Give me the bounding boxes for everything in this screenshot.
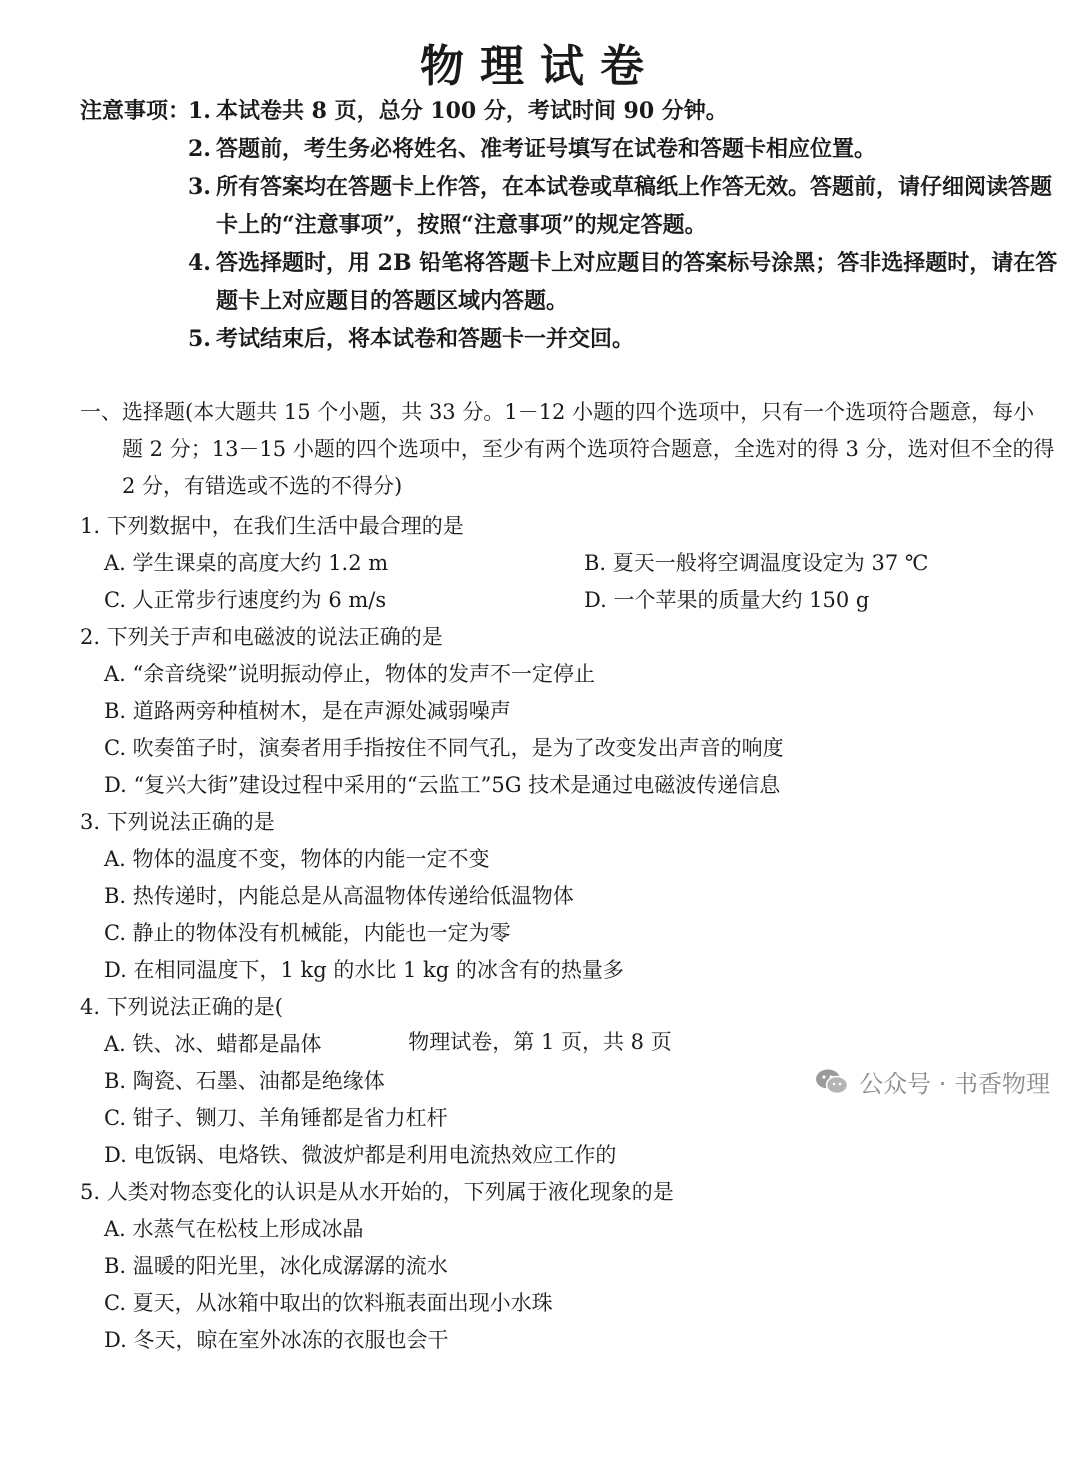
question-1 <box>80 508 1055 619</box>
option-b: B. 道路两旁种植树木，是在声源处减弱噪声 <box>104 699 511 723</box>
notice-num: 5. <box>188 326 211 352</box>
question-stem: 3. 下列说法正确的是 <box>80 810 275 834</box>
option-a: A. 学生课桌的高度大约 1.2 m <box>104 551 389 575</box>
watermark-text: 公众号 · 书香物理 <box>859 1070 1050 1098</box>
page-footer: 物理试卷，第 1 页，共 8 页 <box>408 1030 672 1054</box>
question-list <box>80 508 1055 1359</box>
question-stem: 4. 下列说法正确的是( <box>80 995 283 1019</box>
section-head <box>80 394 1055 505</box>
option-b: B. 陶瓷、石墨、油都是绝缘体 <box>104 1069 385 1093</box>
option-grid <box>80 545 1055 619</box>
question-2 <box>80 619 1055 804</box>
notice-list <box>188 92 1060 358</box>
notice-num: 4. <box>188 250 211 276</box>
notice-num: 1. <box>188 98 211 124</box>
option-a: A. 物体的温度不变，物体的内能一定不变 <box>104 847 490 871</box>
notice-item <box>188 130 1060 168</box>
question-stem: 1. 下列数据中，在我们生活中最合理的是 <box>80 514 464 538</box>
notice-item <box>188 168 1060 244</box>
notice-num: 3. <box>188 174 211 200</box>
notice-block <box>80 92 1060 358</box>
option-b: B. 温暖的阳光里，冰化成潺潺的流水 <box>104 1254 448 1278</box>
option-c: C. 人正常步行速度约为 6 m/s <box>104 588 387 612</box>
option-b: B. 夏天一般将空调温度设定为 37 ℃ <box>584 551 929 575</box>
option-d: D. “复兴大街”建设过程中采用的“云监工”5G 技术是通过电磁波传递信息 <box>104 773 781 797</box>
notice-text: 答题前，考生务必将姓名、准考证号填写在试卷和答题卡相应位置。 <box>216 136 877 162</box>
option-d: D. 电饭锅、电烙铁、微波炉都是利用电流热效应工作的 <box>104 1143 617 1167</box>
section-instructions: 选择题(本大题共 15 个小题，共 33 分。1－12 小题的四个选项中，只有一个选项符合题意，每小题 2 分；13－15 小题的四个选项中，至少有两个选项符合题意，全选对的得 3 分，选对但不全的得 2 分，有错选或不选的不得分) <box>122 400 1055 498</box>
option-c: C. 钳子、铡刀、羊角锤都是省力杠杆 <box>104 1106 448 1130</box>
question-3 <box>80 804 1055 989</box>
option-a: A. 铁、冰、蜡都是晶体 <box>104 1032 322 1056</box>
section-header <box>80 394 1055 505</box>
watermark <box>815 1064 1050 1099</box>
option-b: B. 热传递时，内能总是从高温物体传递给低温物体 <box>104 884 574 908</box>
wechat-icon <box>815 1068 849 1096</box>
notice-label: 注意事项： <box>80 98 191 124</box>
notice-text: 考试结束后，将本试卷和答题卡一并交回。 <box>216 326 635 352</box>
option-c: C. 静止的物体没有机械能，内能也一定为零 <box>104 921 511 945</box>
notice-text: 答选择题时，用 2B 铅笔将答题卡上对应题目的答案标号涂黑；答非选择题时，请在答题卡上对应题目的答题区域内答题。 <box>216 250 1058 314</box>
notice-item <box>188 320 1060 358</box>
notice-item <box>188 244 1060 320</box>
question-5 <box>80 1174 1055 1359</box>
option-d: D. 在相同温度下，1 kg 的水比 1 kg 的冰含有的热量多 <box>104 958 624 982</box>
question-stem: 5. 人类对物态变化的认识是从水开始的，下列属于液化现象的是 <box>80 1180 674 1204</box>
option-d: D. 一个苹果的质量大约 150 g <box>584 588 870 612</box>
notice-text: 所有答案均在答题卡上作答，在本试卷或草稿纸上作答无效。答题前，请仔细阅读答题卡上的“注意事项”，按照“注意事项”的规定答题。 <box>216 174 1053 238</box>
option-a: A. 水蒸气在松枝上形成冰晶 <box>104 1217 364 1241</box>
option-a: A. “余音绕梁”说明振动停止，物体的发声不一定停止 <box>104 662 595 686</box>
section-number: 一、 <box>80 400 122 424</box>
notice-row <box>80 92 1060 358</box>
option-c: C. 吹奏笛子时，演奏者用手指按住不同气孔，是为了改变发出声音的响度 <box>104 736 784 760</box>
question-stem: 2. 下列关于声和电磁波的说法正确的是 <box>80 625 443 649</box>
option-c: C. 夏天，从冰箱中取出的饮料瓶表面出现小水珠 <box>104 1291 553 1315</box>
option-d: D. 冬天，晾在室外冰冻的衣服也会干 <box>104 1328 449 1352</box>
notice-item <box>188 92 1060 130</box>
notice-text: 本试卷共 8 页，总分 100 分，考试时间 90 分钟。 <box>216 98 728 124</box>
notice-num: 2. <box>188 136 211 162</box>
page-title: 物理试卷 <box>420 41 660 92</box>
